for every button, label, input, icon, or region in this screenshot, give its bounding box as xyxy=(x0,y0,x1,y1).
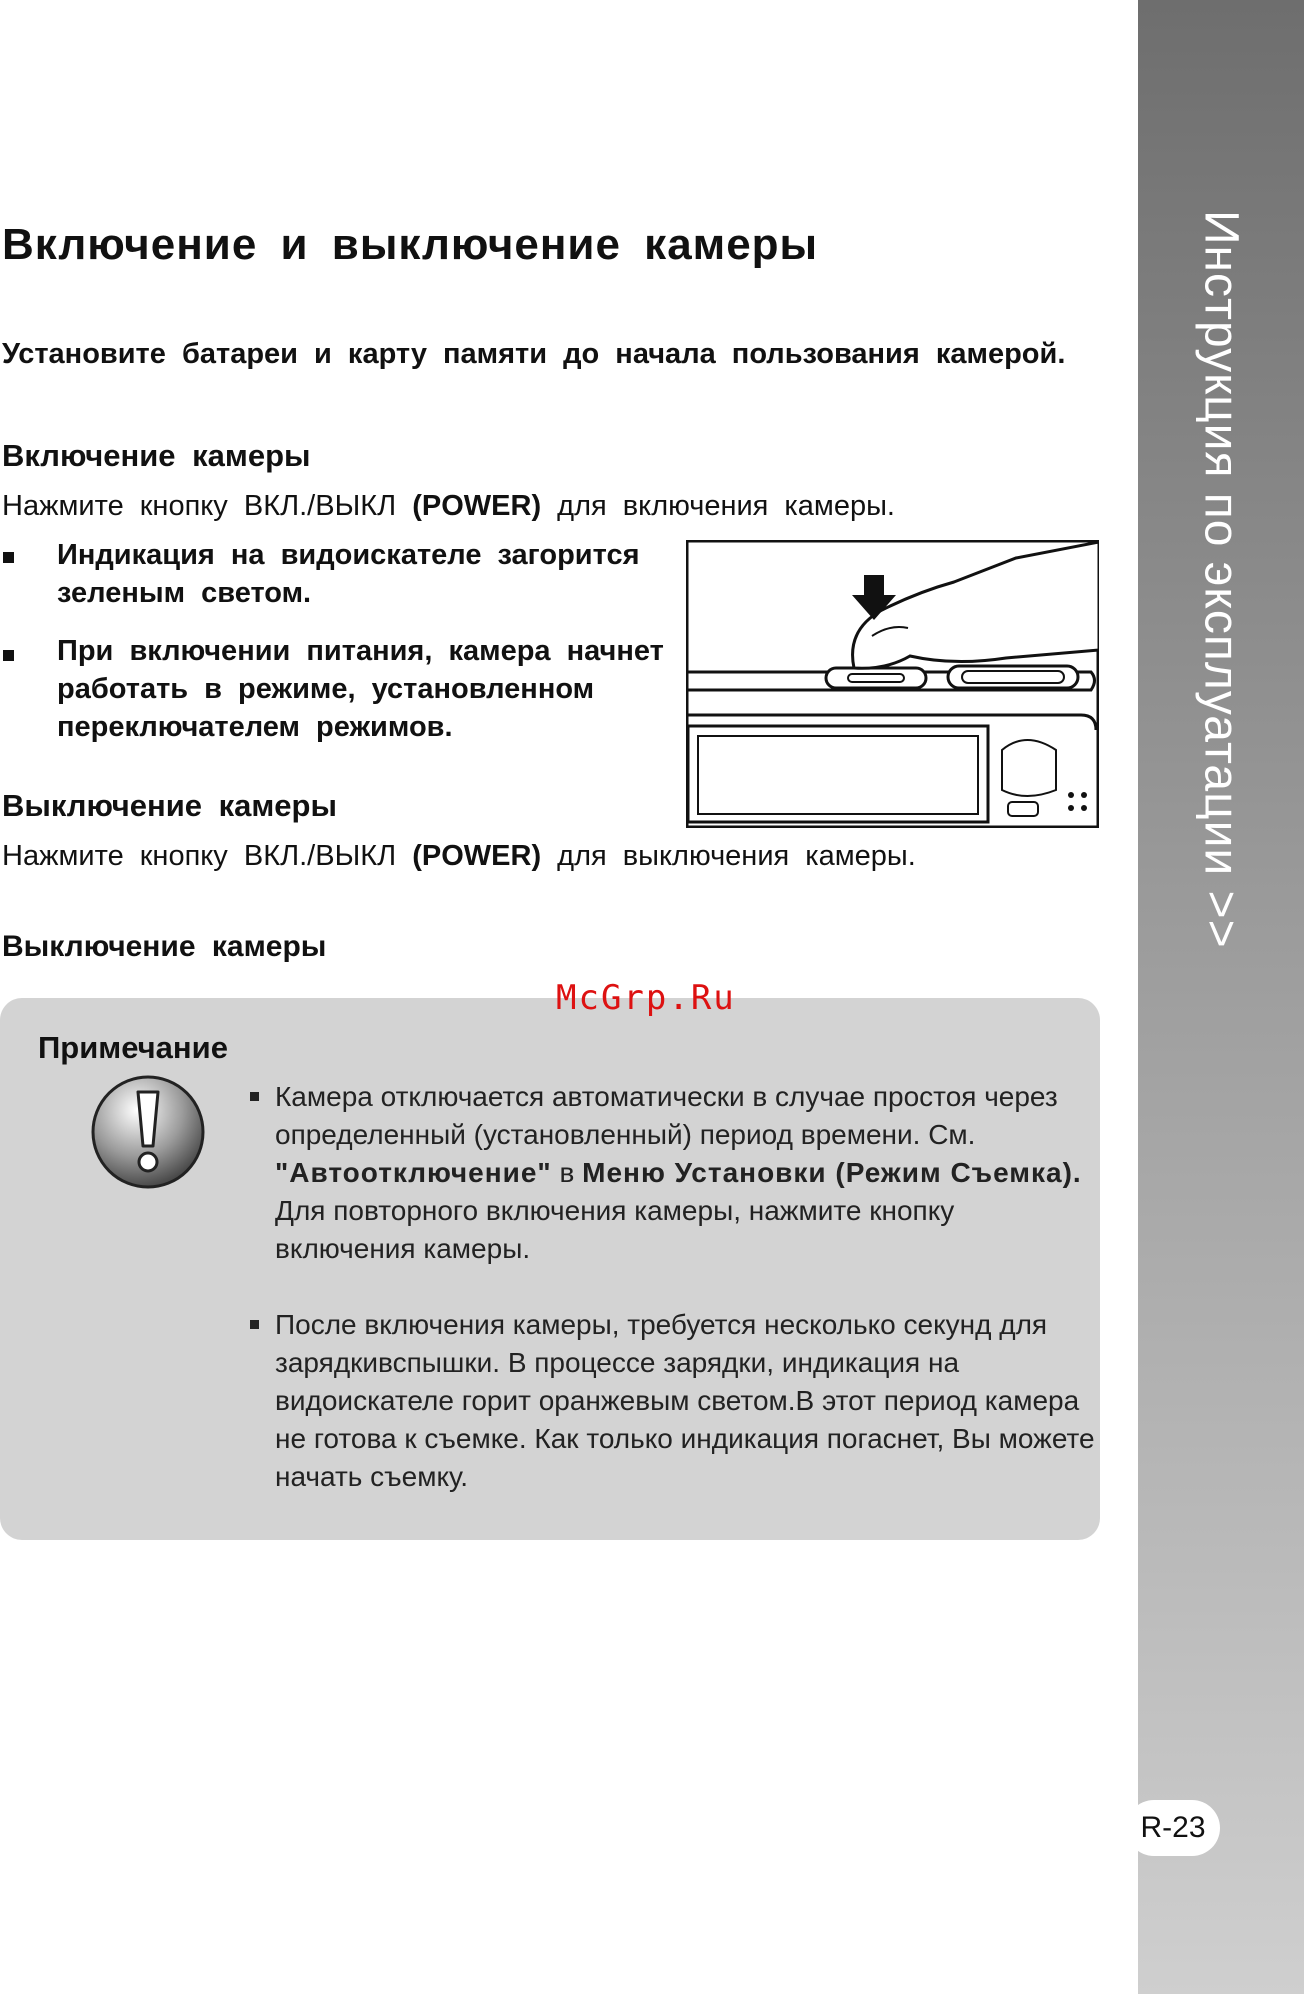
power-on-bullet-2: При включении питания, камера начнет работать в режиме, установленном переключателем режимов. xyxy=(57,635,664,743)
power-off-text-bold: (POWER) xyxy=(412,840,542,872)
power-off-text-suffix: для выключения камеры. xyxy=(541,840,916,872)
note-item-1-text1: Камера отключается автоматически в случае простоя через определенный (установленный) период времени. См. xyxy=(275,1081,1058,1150)
note-item-1-bold2: Меню Установки (Режим Съемка). xyxy=(582,1157,1082,1188)
power-off-text-prefix: Нажмите кнопку ВКЛ./ВЫКЛ xyxy=(2,840,413,872)
side-tab xyxy=(1138,0,1304,1994)
power-off-instruction xyxy=(2,840,916,873)
power-off-heading: Выключение камеры xyxy=(2,788,337,823)
note-item-1-text2: в xyxy=(551,1157,583,1188)
power-on-text-prefix: Нажмите кнопку ВКЛ./ВЫКЛ xyxy=(2,490,413,522)
note-item-1 xyxy=(275,1078,1095,1268)
page-title: Включение и выключение камеры xyxy=(2,220,819,269)
watermark: McGrp.Ru xyxy=(556,978,736,1018)
power-on-instruction xyxy=(2,490,895,523)
camera-power-button-illustration xyxy=(686,540,1099,828)
note-title: Примечание xyxy=(38,1030,228,1065)
square-bullet-icon xyxy=(250,1092,259,1101)
note-item-1-text3: Для повторного включения камеры, нажмите кнопку включения камеры. xyxy=(275,1195,955,1264)
exclamation-icon xyxy=(90,1074,206,1190)
power-on-text-suffix: для включения камеры. xyxy=(541,490,895,522)
power-on-heading: Включение камеры xyxy=(2,438,311,473)
square-bullet-icon xyxy=(3,552,14,563)
square-bullet-icon xyxy=(3,650,14,661)
square-bullet-icon xyxy=(250,1320,259,1329)
power-on-bullet-1: Индикация на видоискателе загорится зеленым светом. xyxy=(57,539,640,609)
subheading: Выключение камеры xyxy=(2,930,327,963)
power-on-text-bold: (POWER) xyxy=(412,490,542,522)
note-item-1-bold1: "Автоотключение" xyxy=(275,1157,552,1188)
intro-text: Установите батареи и карту памяти до начала пользования камерой. xyxy=(2,338,1066,370)
page-number: R-23 xyxy=(1126,1800,1220,1856)
side-tab-title: Инструкция по эксплуатации >> xyxy=(1194,210,1248,949)
note-item-2: После включения камеры, требуется несколько секунд для зарядкивспышки. В процессе зарядки, индикация на видоискателе горит оранжевым светом.В этот период камера не готова к съемке. Как только индикация погаснет, Вы можете начать съемку. xyxy=(275,1309,1095,1492)
